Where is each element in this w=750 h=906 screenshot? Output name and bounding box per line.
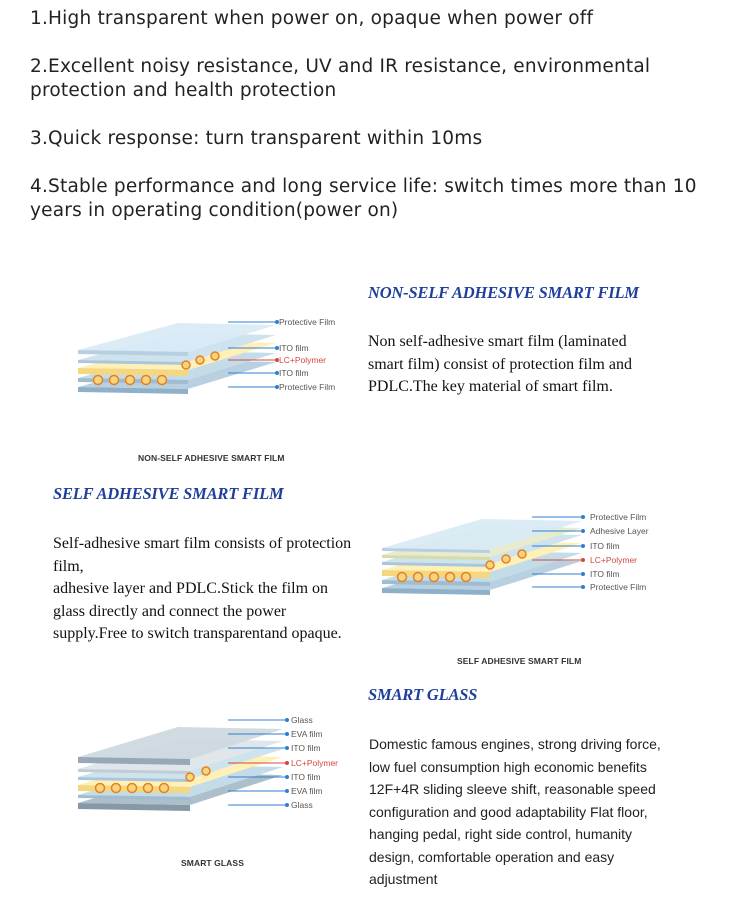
self-adhesive-layers-svg <box>382 498 682 608</box>
layer-label: Adhesive Layer <box>590 526 649 536</box>
smart-glass-description-line: low fuel consumption high economic benefits <box>369 758 647 775</box>
layer-label: LC+Polymer <box>279 355 327 365</box>
layer-label: Protective Film <box>590 582 647 592</box>
smart-glass-caption: SMART GLASS <box>181 858 244 868</box>
self-adhesive-description-line: film, <box>53 557 84 575</box>
smart-glass-layers-svg <box>78 705 368 817</box>
smart-glass-description-line: Domestic famous engines, strong driving force, <box>369 736 661 752</box>
self-adhesive-description-line: supply.Free to switch transparentand opaque. <box>53 625 342 642</box>
layer-label: Glass <box>291 715 313 725</box>
layer-label: Protective Film <box>279 382 336 392</box>
non-self-adhesive-caption: NON-SELF ADHESIVE SMART FILM <box>138 453 285 463</box>
layer-label: ITO film <box>291 772 321 782</box>
smart-glass-description <box>369 733 729 891</box>
smart-glass-description-line: hanging pedal, right side control, humanity <box>369 826 633 842</box>
layer-label: ITO film <box>279 368 309 378</box>
smart-glass-description-line: adjustment <box>369 871 438 887</box>
non-self-adhesive-layers-svg <box>78 290 368 410</box>
layer-label: Protective Film <box>590 512 647 522</box>
smart-glass-description-line: 12F+4R sliding sleeve shift, reasonable speed <box>369 781 656 797</box>
non-self-adhesive-diagram <box>78 290 368 410</box>
smart-glass-description-line: design, comfortable operation and easy <box>369 848 615 865</box>
layer-label: LC+Polymer <box>291 758 339 768</box>
smart-glass-description-line: configuration and good adaptability Flat floor, <box>369 803 648 820</box>
smart-glass-diagram <box>78 705 368 817</box>
layer-label: Glass <box>291 800 313 810</box>
feature-4: 4.Stable performance and long service life: switch times more than 10 years in operating condition(power on) <box>30 176 697 221</box>
self-adhesive-description <box>53 533 373 646</box>
layer-label: Protective Film <box>279 317 336 327</box>
feature-1: 1.High transparent when power on, opaque when power off <box>30 8 594 29</box>
layer-label: ITO film <box>590 569 620 579</box>
layer-label: LC+Polymer <box>590 555 638 565</box>
non-self-adhesive-description: Non self-adhesive smart film (laminated smart film) consist of protection film and PDLC.The key material of smart film. <box>368 333 632 395</box>
self-adhesive-diagram <box>382 498 682 608</box>
layer-label: EVA film <box>291 786 323 796</box>
smart-glass-heading: SMART GLASS <box>368 685 478 704</box>
feature-2: 2.Excellent noisy resistance, UV and IR resistance, environmental protection and health protection <box>30 56 651 101</box>
self-adhesive-heading: SELF ADHESIVE SMART FILM <box>53 484 284 503</box>
layer-label: ITO film <box>291 743 321 753</box>
self-adhesive-description-line: Self-adhesive smart film consists of protection <box>53 535 352 552</box>
feature-3: 3.Quick response: turn transparent within 10ms <box>30 128 483 149</box>
self-adhesive-description-line: glass directly and connect the power <box>53 602 287 620</box>
non-self-adhesive-heading: NON-SELF ADHESIVE SMART FILM <box>368 283 639 302</box>
self-adhesive-description-line: adhesive layer and PDLC.Stick the film on <box>53 580 329 597</box>
layer-label: ITO film <box>279 343 309 353</box>
layer-label: ITO film <box>590 541 620 551</box>
self-adhesive-caption: SELF ADHESIVE SMART FILM <box>457 656 582 666</box>
layer-label: EVA film <box>291 729 323 739</box>
